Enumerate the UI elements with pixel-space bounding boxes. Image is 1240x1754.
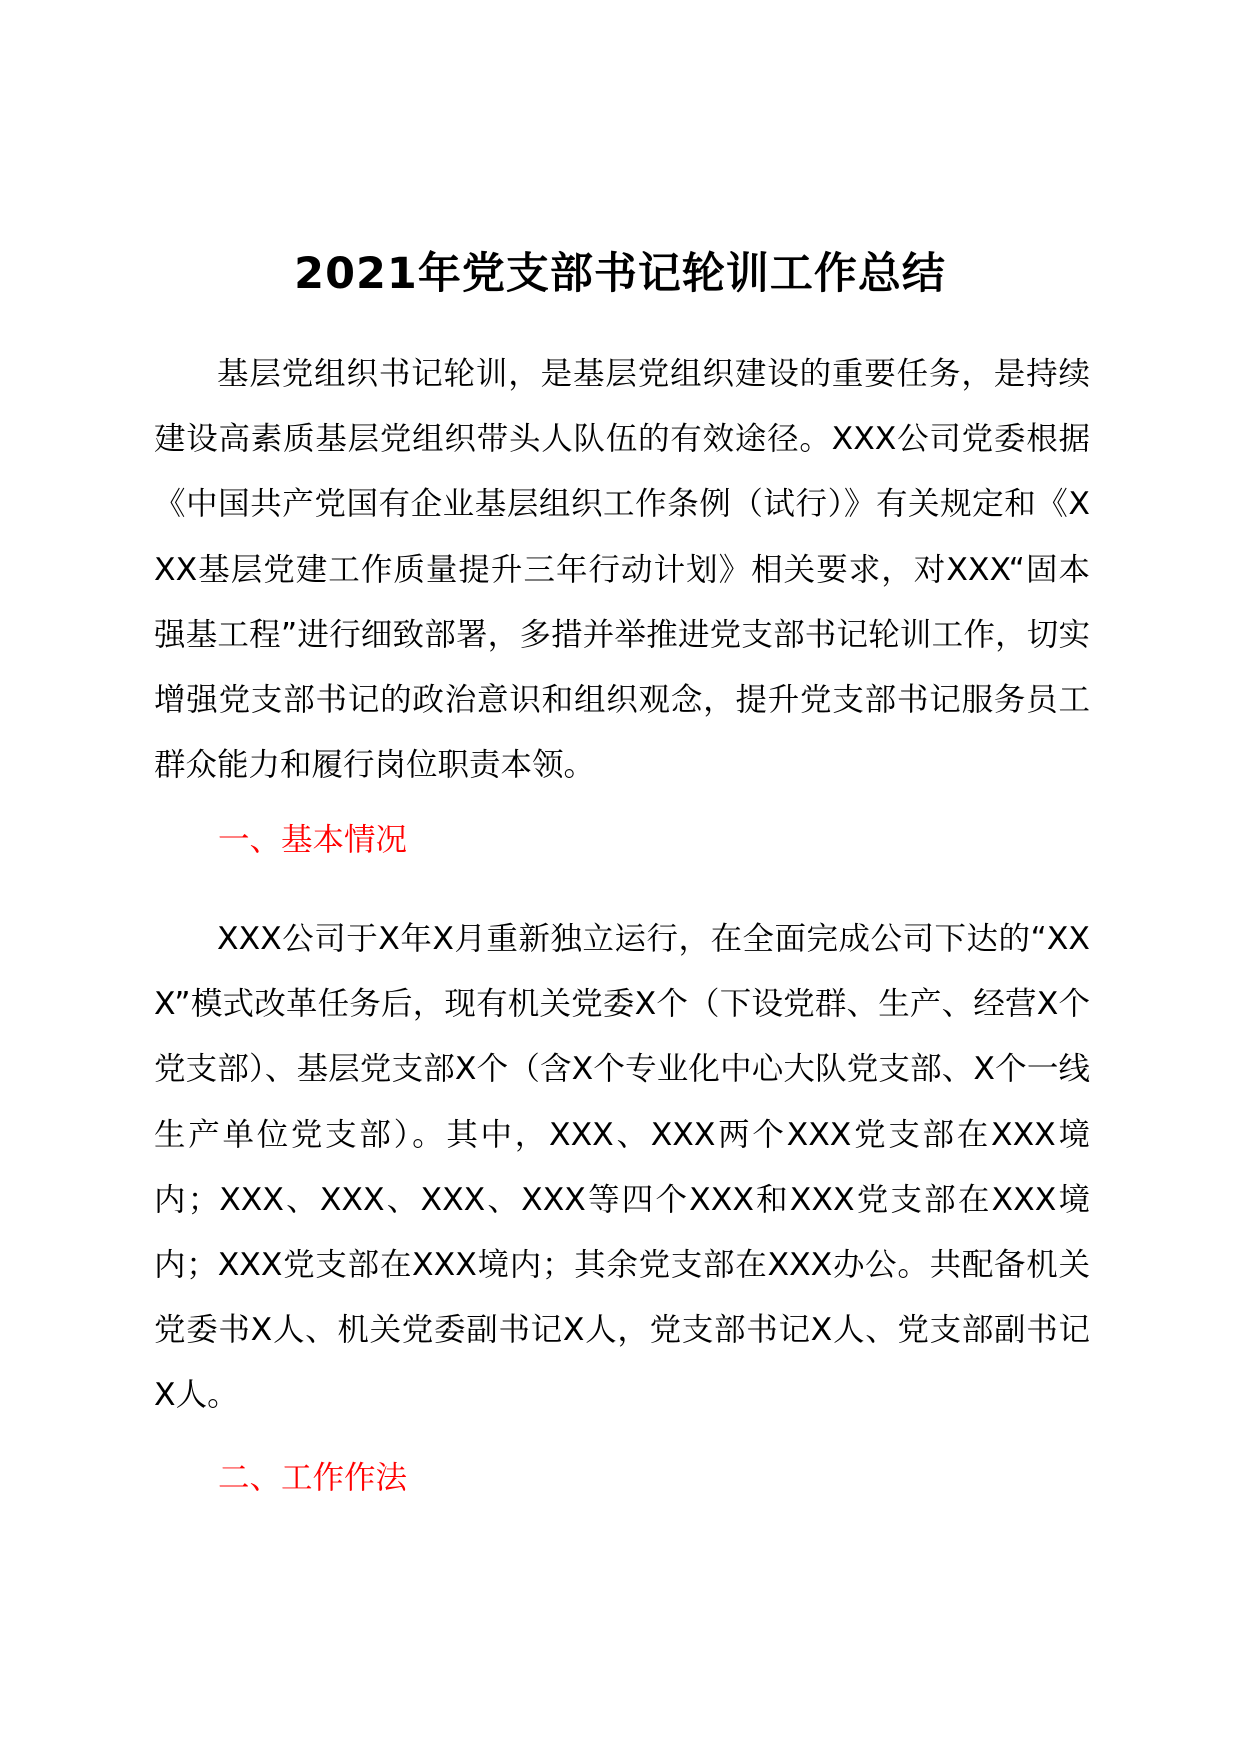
section-heading-work-methods: 二、工作作法 (218, 1460, 408, 1496)
intro-paragraph: 基层党组织书记轮训，是基层党组织建设的重要任务，是持续建设高素质基层党组织带头人队伍的有效途径。XXX公司党委根据《中国共产党国有企业基层组织工作条例（试行）》有关规定和《XXX基层党建工作质量提升三年行动计划》相关要求，对XXX“固本强基工程”进行细致部署，多措并举推进党支部书记轮训工作，切实增强党支部书记的政治意识和组织观念，提升党支部书记服务员工群众能力和履行岗位职责本领。 (154, 356, 1090, 784)
basic-situation-paragraph: XXX公司于X年X月重新独立运行，在全面完成公司下达的“XXX”模式改革任务后，现有机关党委X个（下设党群、生产、经营X个党支部）、基层党支部X个（含X个专业化中心大队党支部、X个一线生产单位党支部）。其中，XXX、XXX两个XXX党支部在XXX境内；XXX、XXX、XXX、XXX等四个XXX和XXX党支部在XXX境内；XXX党支部在XXX境内；其余党支部在XXX办公。共配备机关党委书X人、机关党委副书记X人，党支部书记X人、党支部副书记X人。 (154, 921, 1090, 1414)
document-title: 2021年党支部书记轮训工作总结 (294, 249, 946, 299)
section-heading-basic-situation: 一、基本情况 (218, 822, 408, 858)
